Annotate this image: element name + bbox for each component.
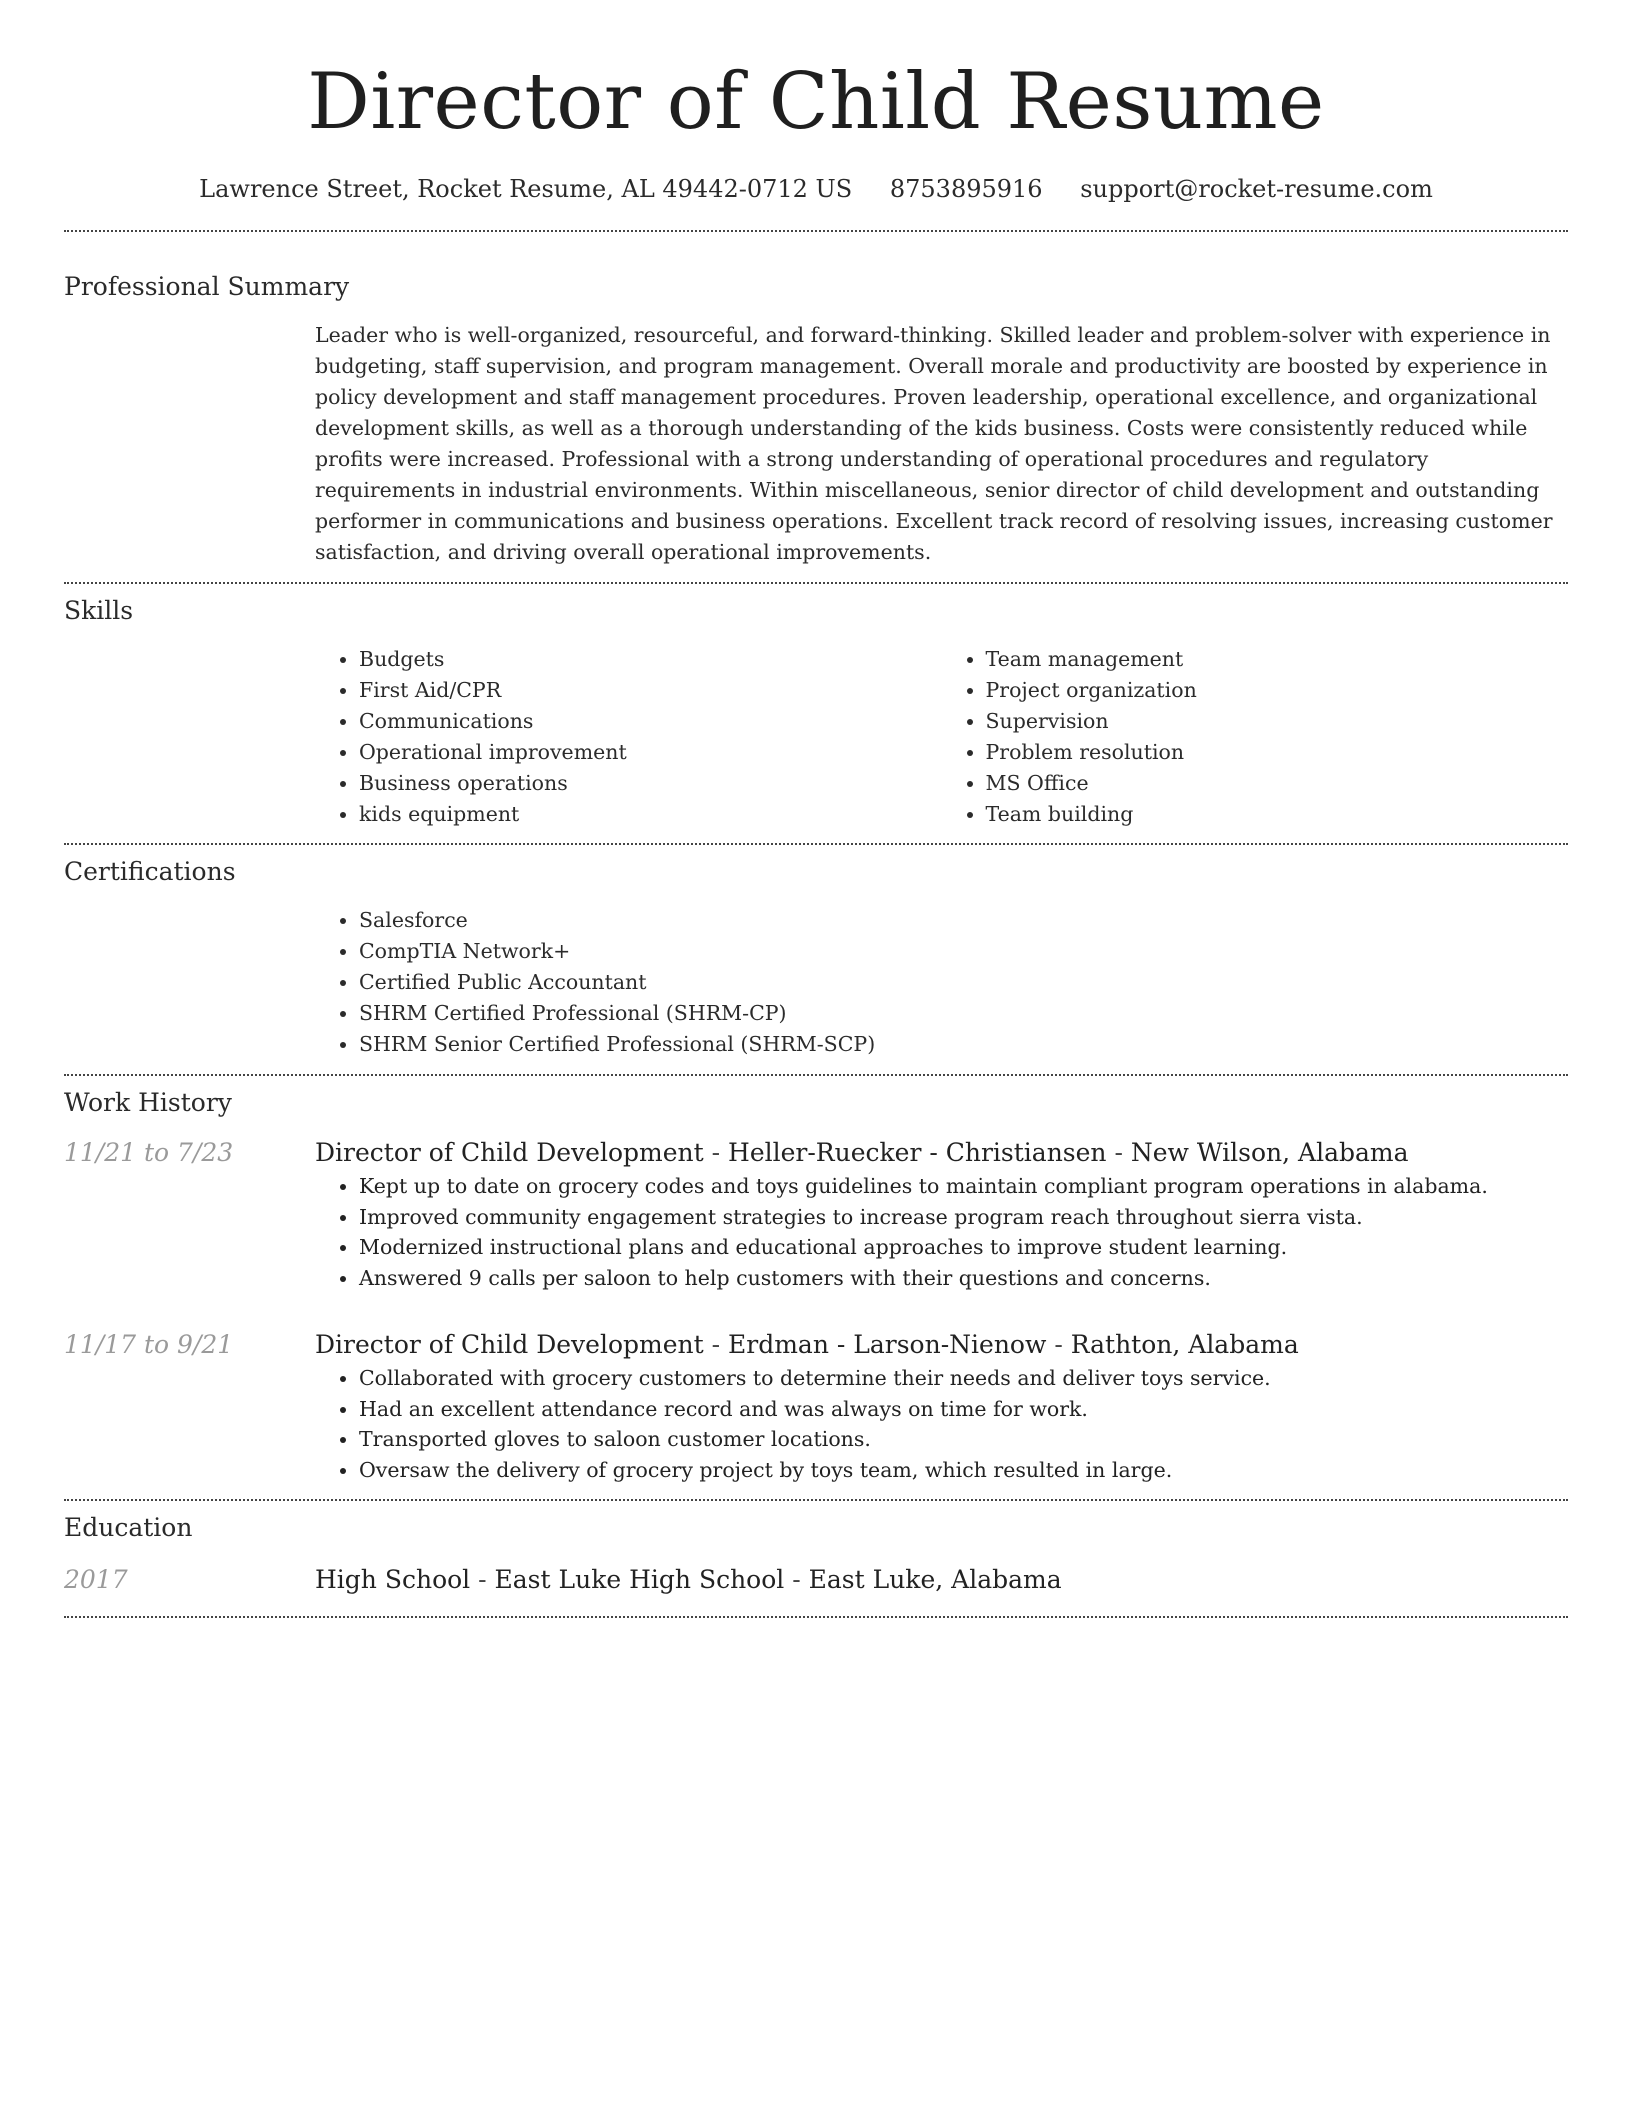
work-section (64, 1076, 1568, 1499)
list-item: • Supervision (986, 706, 1569, 737)
list-item: • First Aid/CPR (359, 675, 942, 706)
list-item: • Budgets (359, 644, 942, 675)
education-body (315, 1562, 1568, 1598)
job-title: Director of Child Development (315, 1330, 704, 1359)
contact-phone: 8753895916 (889, 175, 1043, 203)
contact-address: Lawrence Street, Rocket Resume, AL 49442-0712 US (199, 175, 853, 203)
summary-section (64, 232, 1568, 582)
list-item: • Modernized instructional plans and educational approaches to improve student learning. (359, 1232, 1568, 1263)
job-entry (64, 1135, 1568, 1293)
list-item: • Operational improvement (359, 737, 942, 768)
contact-line (64, 172, 1568, 206)
job-location: Rathton, Alabama (1070, 1330, 1299, 1359)
job-bullets (315, 1363, 1568, 1485)
job-heading (315, 1327, 1568, 1363)
job-body (315, 1135, 1568, 1293)
job-location: New Wilson, Alabama (1130, 1138, 1409, 1167)
list-item: • Transported gloves to saloon customer locations. (359, 1424, 1568, 1455)
education-entry (64, 1562, 1568, 1598)
education-section (64, 1501, 1568, 1616)
list-item: • CompTIA Network+ (359, 936, 1568, 967)
job-company: Erdman - Larson-Nienow (728, 1330, 1047, 1359)
certifications-list (315, 905, 1568, 1060)
list-item: • kids equipment (359, 799, 942, 830)
separator: - (784, 1565, 809, 1594)
job-bullets (315, 1171, 1568, 1293)
work-heading: Work History (64, 1088, 232, 1117)
education-year: 2017 (64, 1565, 128, 1594)
job-title: Director of Child Development (315, 1138, 704, 1167)
list-item: • Certified Public Accountant (359, 967, 1568, 998)
list-item: • MS Office (986, 768, 1569, 799)
education-degree: High School (315, 1565, 471, 1594)
job-company: Heller-Ruecker - Christiansen (728, 1138, 1107, 1167)
skills-section (64, 584, 1568, 843)
list-item: • Project organization (986, 675, 1569, 706)
certifications-section (64, 845, 1568, 1074)
list-item: • Collaborated with grocery customers to determine their needs and deliver toys service. (359, 1363, 1568, 1394)
list-item: • Had an excellent attendance record and was always on time for work. (359, 1394, 1568, 1425)
education-heading-line (315, 1562, 1568, 1598)
job-body (315, 1327, 1568, 1485)
skills-list-right (942, 644, 1569, 830)
list-item: • Salesforce (359, 905, 1568, 936)
separator: - (470, 1565, 495, 1594)
list-item: • Answered 9 calls per saloon to help customers with their questions and concerns. (359, 1263, 1568, 1294)
separator: - (703, 1330, 729, 1359)
education-school: East Luke High School (494, 1565, 785, 1594)
certifications-body (315, 905, 1568, 1060)
summary-heading: Professional Summary (64, 272, 350, 301)
list-item: • Communications (359, 706, 942, 737)
skills-list-left (315, 644, 942, 830)
list-item: • Kept up to date on grocery codes and toys guidelines to maintain compliant program operations in alabama. (359, 1171, 1568, 1202)
list-item: • Business operations (359, 768, 942, 799)
separator: - (1106, 1138, 1131, 1167)
summary-body (315, 320, 1568, 568)
list-item: • Team building (986, 799, 1569, 830)
list-item: • Improved community engagement strategies to increase program reach throughout sierra vista. (359, 1202, 1568, 1233)
job-heading (315, 1135, 1568, 1171)
list-item: • Team management (986, 644, 1569, 675)
list-item: • SHRM Senior Certified Professional (SHRM-SCP) (359, 1029, 1568, 1060)
education-heading: Education (64, 1513, 193, 1542)
certifications-heading: Certifications (64, 857, 236, 886)
list-item: • Oversaw the delivery of grocery project by toys team, which resulted in large. (359, 1455, 1568, 1486)
skills-columns (315, 644, 1568, 830)
separator: - (1046, 1330, 1071, 1359)
job-entry (64, 1327, 1568, 1485)
contact-email: support@rocket-resume.com (1080, 175, 1433, 203)
summary-text: Leader who is well-organized, resourceful, and forward-thinking. Skilled leader and problem-solver with experience in budgeting, staff supervision, and program management. Overall morale and productivity are boosted by experience in policy development and staff management procedures. Proven leadership, operational excellence, and organizational development skills, as well as a thorough understanding of the kids business. Costs were consistently reduced while profits were increased. Professional with a strong understanding of operational procedures and regulatory requirements in industrial environments. Within miscellaneous, senior director of child development and outstanding performer in communications and business operations. Excellent track record of resolving issues, increasing customer satisfaction, and driving overall operational improvements. (315, 323, 1553, 564)
job-dates: 11/21 to 7/23 (64, 1138, 234, 1167)
list-item: • Problem resolution (986, 737, 1569, 768)
list-item: • SHRM Certified Professional (SHRM-CP) (359, 998, 1568, 1029)
resume-title: Director of Child Resume (307, 57, 1325, 147)
resume-header (64, 0, 1568, 206)
divider (64, 1616, 1568, 1618)
job-dates: 11/17 to 9/21 (64, 1330, 234, 1359)
separator: - (703, 1138, 729, 1167)
education-location: East Luke, Alabama (808, 1565, 1062, 1594)
skills-heading: Skills (64, 596, 134, 625)
